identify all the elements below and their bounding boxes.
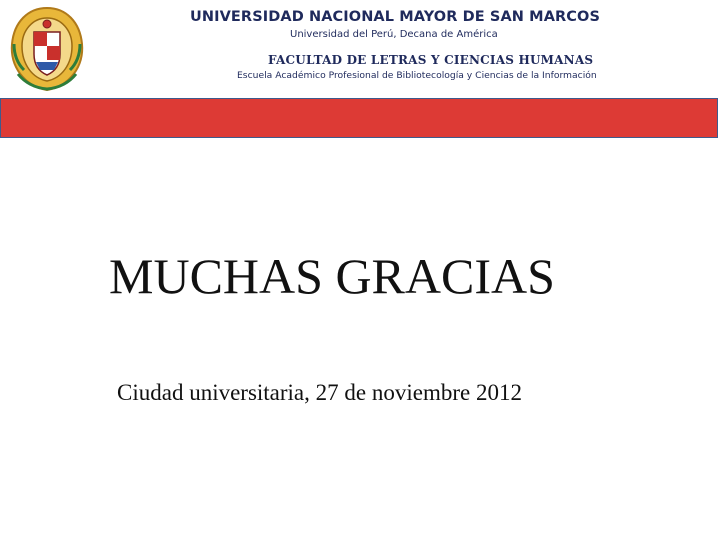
university-subtitle: Universidad del Perú, Decana de América [290,29,498,40]
university-name: UNIVERSIDAD NACIONAL MAYOR DE SAN MARCOS [190,9,600,25]
school-name: Escuela Académico Profesional de Bibliotecología y Ciencias de la Información [237,70,597,81]
university-crest-icon [6,4,88,92]
faculty-name: FACULTAD DE LETRAS Y CIENCIAS HUMANAS [268,53,594,67]
date-line: Ciudad universitaria, 27 de noviembre 2012 [117,380,522,405]
slide-title: MUCHAS GRACIAS [109,248,555,304]
header-color-band [0,98,718,138]
